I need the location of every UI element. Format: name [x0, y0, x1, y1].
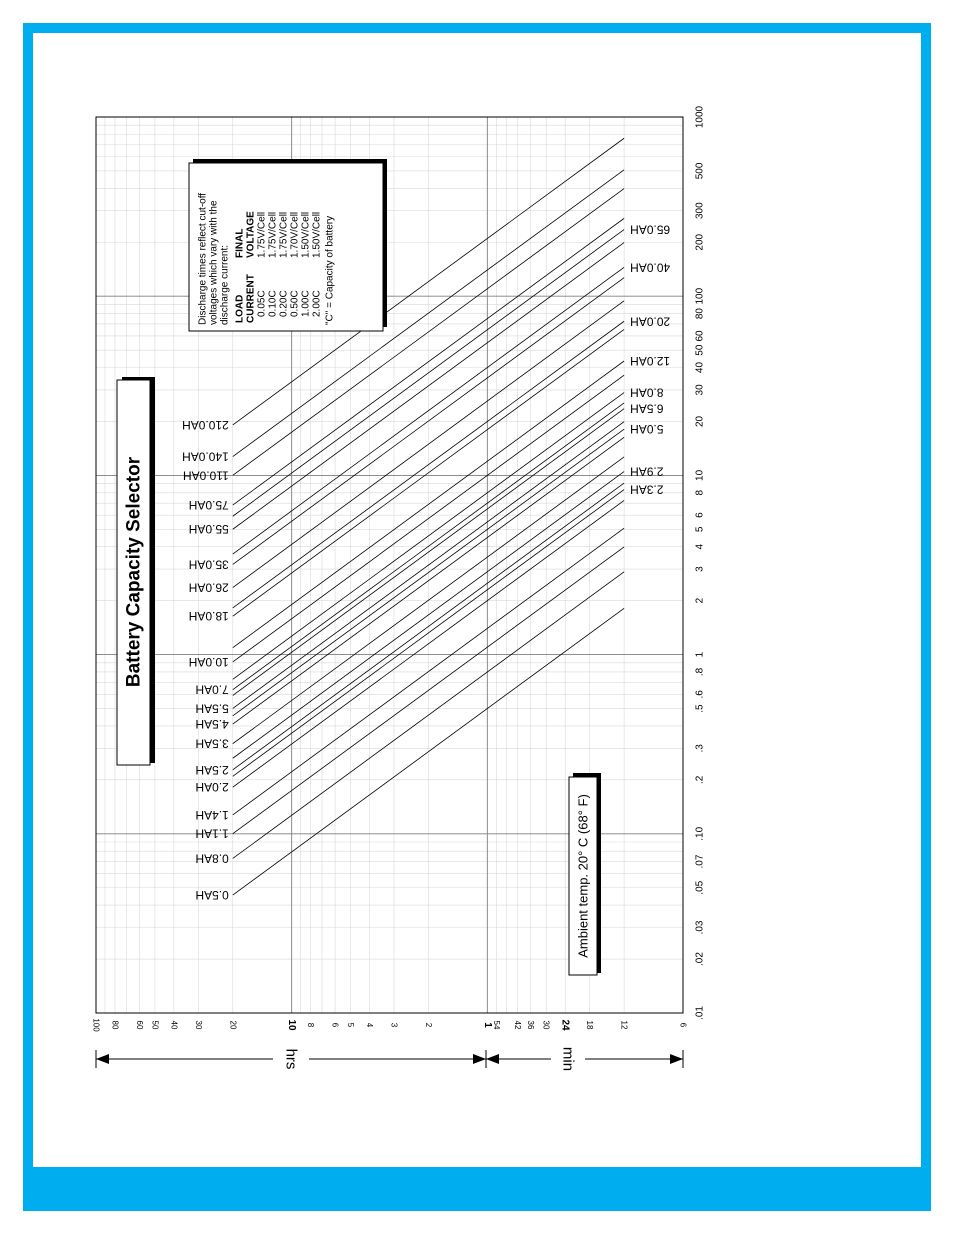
capacity-label: 110.0AH [182, 468, 229, 483]
note-text: CURRENT [245, 274, 257, 323]
time-axis-arrows [96, 1047, 683, 1071]
y-tick-label: 18 [585, 1020, 595, 1030]
capacity-label: 2.0AH [195, 780, 229, 795]
capacity-label: 210.0AH [182, 417, 229, 432]
capacity-label: 75.0AH [188, 498, 229, 513]
y-tick-label: 36 [526, 1020, 536, 1030]
x-tick-label: 40 [694, 361, 706, 374]
x-tick-label: 50 [694, 344, 706, 356]
capacity-label: 140.0AH [182, 449, 229, 464]
x-tick-label: 20 [694, 415, 706, 428]
x-tick-label: .5 [694, 704, 706, 713]
note-text: 1.50V/Cell [311, 211, 323, 258]
chart-title-box [117, 377, 155, 765]
y-tick-label: 30 [193, 1020, 203, 1030]
x-tick-label: .03 [694, 920, 706, 935]
ambient-temp-box [569, 773, 601, 975]
capacity-label: 35.0AH [188, 557, 229, 572]
y-tick-label: 6 [678, 1022, 688, 1028]
capacity-label: 55.0AH [188, 522, 229, 537]
capacity-label: 20.0AH [630, 314, 671, 329]
capacity-label: 5.0AH [630, 422, 664, 437]
capacity-label: 8.0AH [630, 385, 664, 400]
y-tick-label: 42 [513, 1020, 523, 1030]
note-text: "C" = Capacity of battery [324, 215, 336, 325]
capacity-label: 40.0AH [630, 260, 671, 275]
page-frame [23, 23, 931, 1211]
x-tick-label: 4 [694, 543, 706, 550]
note-text: 1.75V/Cell [278, 211, 290, 258]
capacity-label: 10.0AH [188, 654, 229, 669]
y-tick-label: 60 [134, 1020, 144, 1030]
note-text: 1.50V/Cell [300, 211, 312, 258]
note-text: 1.75V/Cell [256, 211, 268, 258]
y-tick-label: 30 [541, 1020, 551, 1030]
note-text: LOAD [234, 294, 246, 323]
note-text: discharge current: [219, 244, 231, 325]
x-tick-label: 8 [694, 489, 706, 496]
capacity-label: 2.5AH [195, 762, 229, 777]
x-tick-label: .10 [694, 826, 706, 841]
note-text: 0.05C [256, 290, 268, 317]
x-tick-label: 100 [694, 287, 706, 305]
chart-title: Battery Capacity Selector [123, 456, 145, 688]
note-text: VOLTAGE [245, 211, 257, 258]
y-tick-label: 12 [619, 1020, 629, 1030]
y-tick-label: 20 [228, 1020, 238, 1030]
y-tick-label: 5 [346, 1022, 356, 1028]
y-tick-label: 24 [559, 1019, 571, 1031]
battery-capacity-chart [33, 33, 921, 1167]
x-tick-label: 2 [694, 597, 706, 604]
note-text: 1.70V/Cell [289, 211, 301, 258]
y-tick-label: 2 [423, 1022, 433, 1028]
note-text: 1.00C [300, 290, 312, 317]
capacity-label: 7.0AH [195, 682, 229, 697]
capacity-label: 1.4AH [195, 807, 229, 822]
capacity-label: 12.0AH [630, 354, 671, 369]
x-tick-label: .8 [694, 667, 706, 677]
capacity-label: 18.0AH [188, 609, 229, 624]
note-text: 0.50C [289, 290, 301, 317]
capacity-label: 1.1AH [195, 826, 229, 841]
y-tick-label: 3 [389, 1022, 399, 1028]
x-tick-label: .07 [694, 854, 706, 869]
capacity-label: 3.5AH [195, 736, 229, 751]
y-tick-label: 80 [110, 1020, 120, 1030]
x-tick-label: .3 [694, 744, 706, 753]
page-content [33, 33, 921, 1167]
x-tick-label: .01 [694, 1006, 706, 1020]
hrs-axis-label: hrs [282, 1048, 300, 1070]
x-tick-labels [695, 105, 706, 1020]
y-tick-label: 4 [365, 1022, 375, 1028]
x-tick-label: 3 [694, 566, 706, 572]
x-tick-label: 200 [694, 233, 706, 251]
capacity-label: 4.5AH [195, 717, 229, 732]
x-tick-label: 500 [694, 162, 706, 180]
capacity-label: 2.9AH [630, 464, 664, 479]
x-tick-label: 1000 [694, 105, 706, 129]
x-tick-label: 60 [694, 330, 706, 342]
capacity-label: 2.3AH [630, 482, 664, 497]
y-tick-label: 8 [306, 1022, 316, 1028]
x-tick-label: 300 [694, 202, 706, 220]
x-tick-label: 30 [694, 384, 706, 396]
note-text: 2.00C [311, 290, 323, 317]
y-tick-label: 10 [286, 1019, 298, 1031]
y-tick-label: 1 [481, 1022, 493, 1028]
note-text: 0.10C [267, 290, 279, 317]
note-text: 0.20C [278, 290, 290, 317]
x-tick-label: .6 [694, 690, 706, 699]
y-tick-label: 100 [91, 1018, 101, 1032]
y-tick-label: 50 [150, 1020, 160, 1030]
ambient-temp-label: Ambient temp. 20° C (68° F) [575, 794, 591, 958]
capacity-label: 26.0AH [188, 580, 229, 595]
y-tick-labels [92, 1018, 688, 1032]
x-tick-label: 10 [694, 469, 706, 481]
x-tick-label: .2 [694, 775, 706, 785]
x-tick-label: .02 [694, 952, 706, 967]
x-tick-label: 6 [694, 512, 706, 518]
x-tick-label: .05 [694, 880, 706, 895]
min-axis-label: min [559, 1046, 577, 1072]
note-text: Discharge times reflect cut-off [197, 192, 209, 325]
x-tick-label: 5 [694, 526, 706, 533]
cutoff-voltage-note [189, 159, 387, 331]
capacity-label: 6.5AH [630, 401, 664, 416]
capacity-label: 5.5AH [195, 701, 229, 716]
capacity-label: 0.5AH [195, 888, 229, 903]
capacity-label: 65.0AH [630, 222, 671, 237]
note-text: 1.75V/Cell [267, 211, 279, 258]
note-text: voltages which vary with the [208, 200, 220, 325]
x-tick-label: 1 [694, 651, 706, 658]
y-tick-label: 54 [491, 1020, 501, 1030]
note-text: FINAL [234, 228, 246, 258]
y-tick-label: 40 [169, 1020, 179, 1030]
capacity-label: 0.8AH [195, 851, 229, 866]
y-tick-label: 6 [330, 1022, 340, 1028]
x-tick-label: 80 [694, 308, 706, 320]
